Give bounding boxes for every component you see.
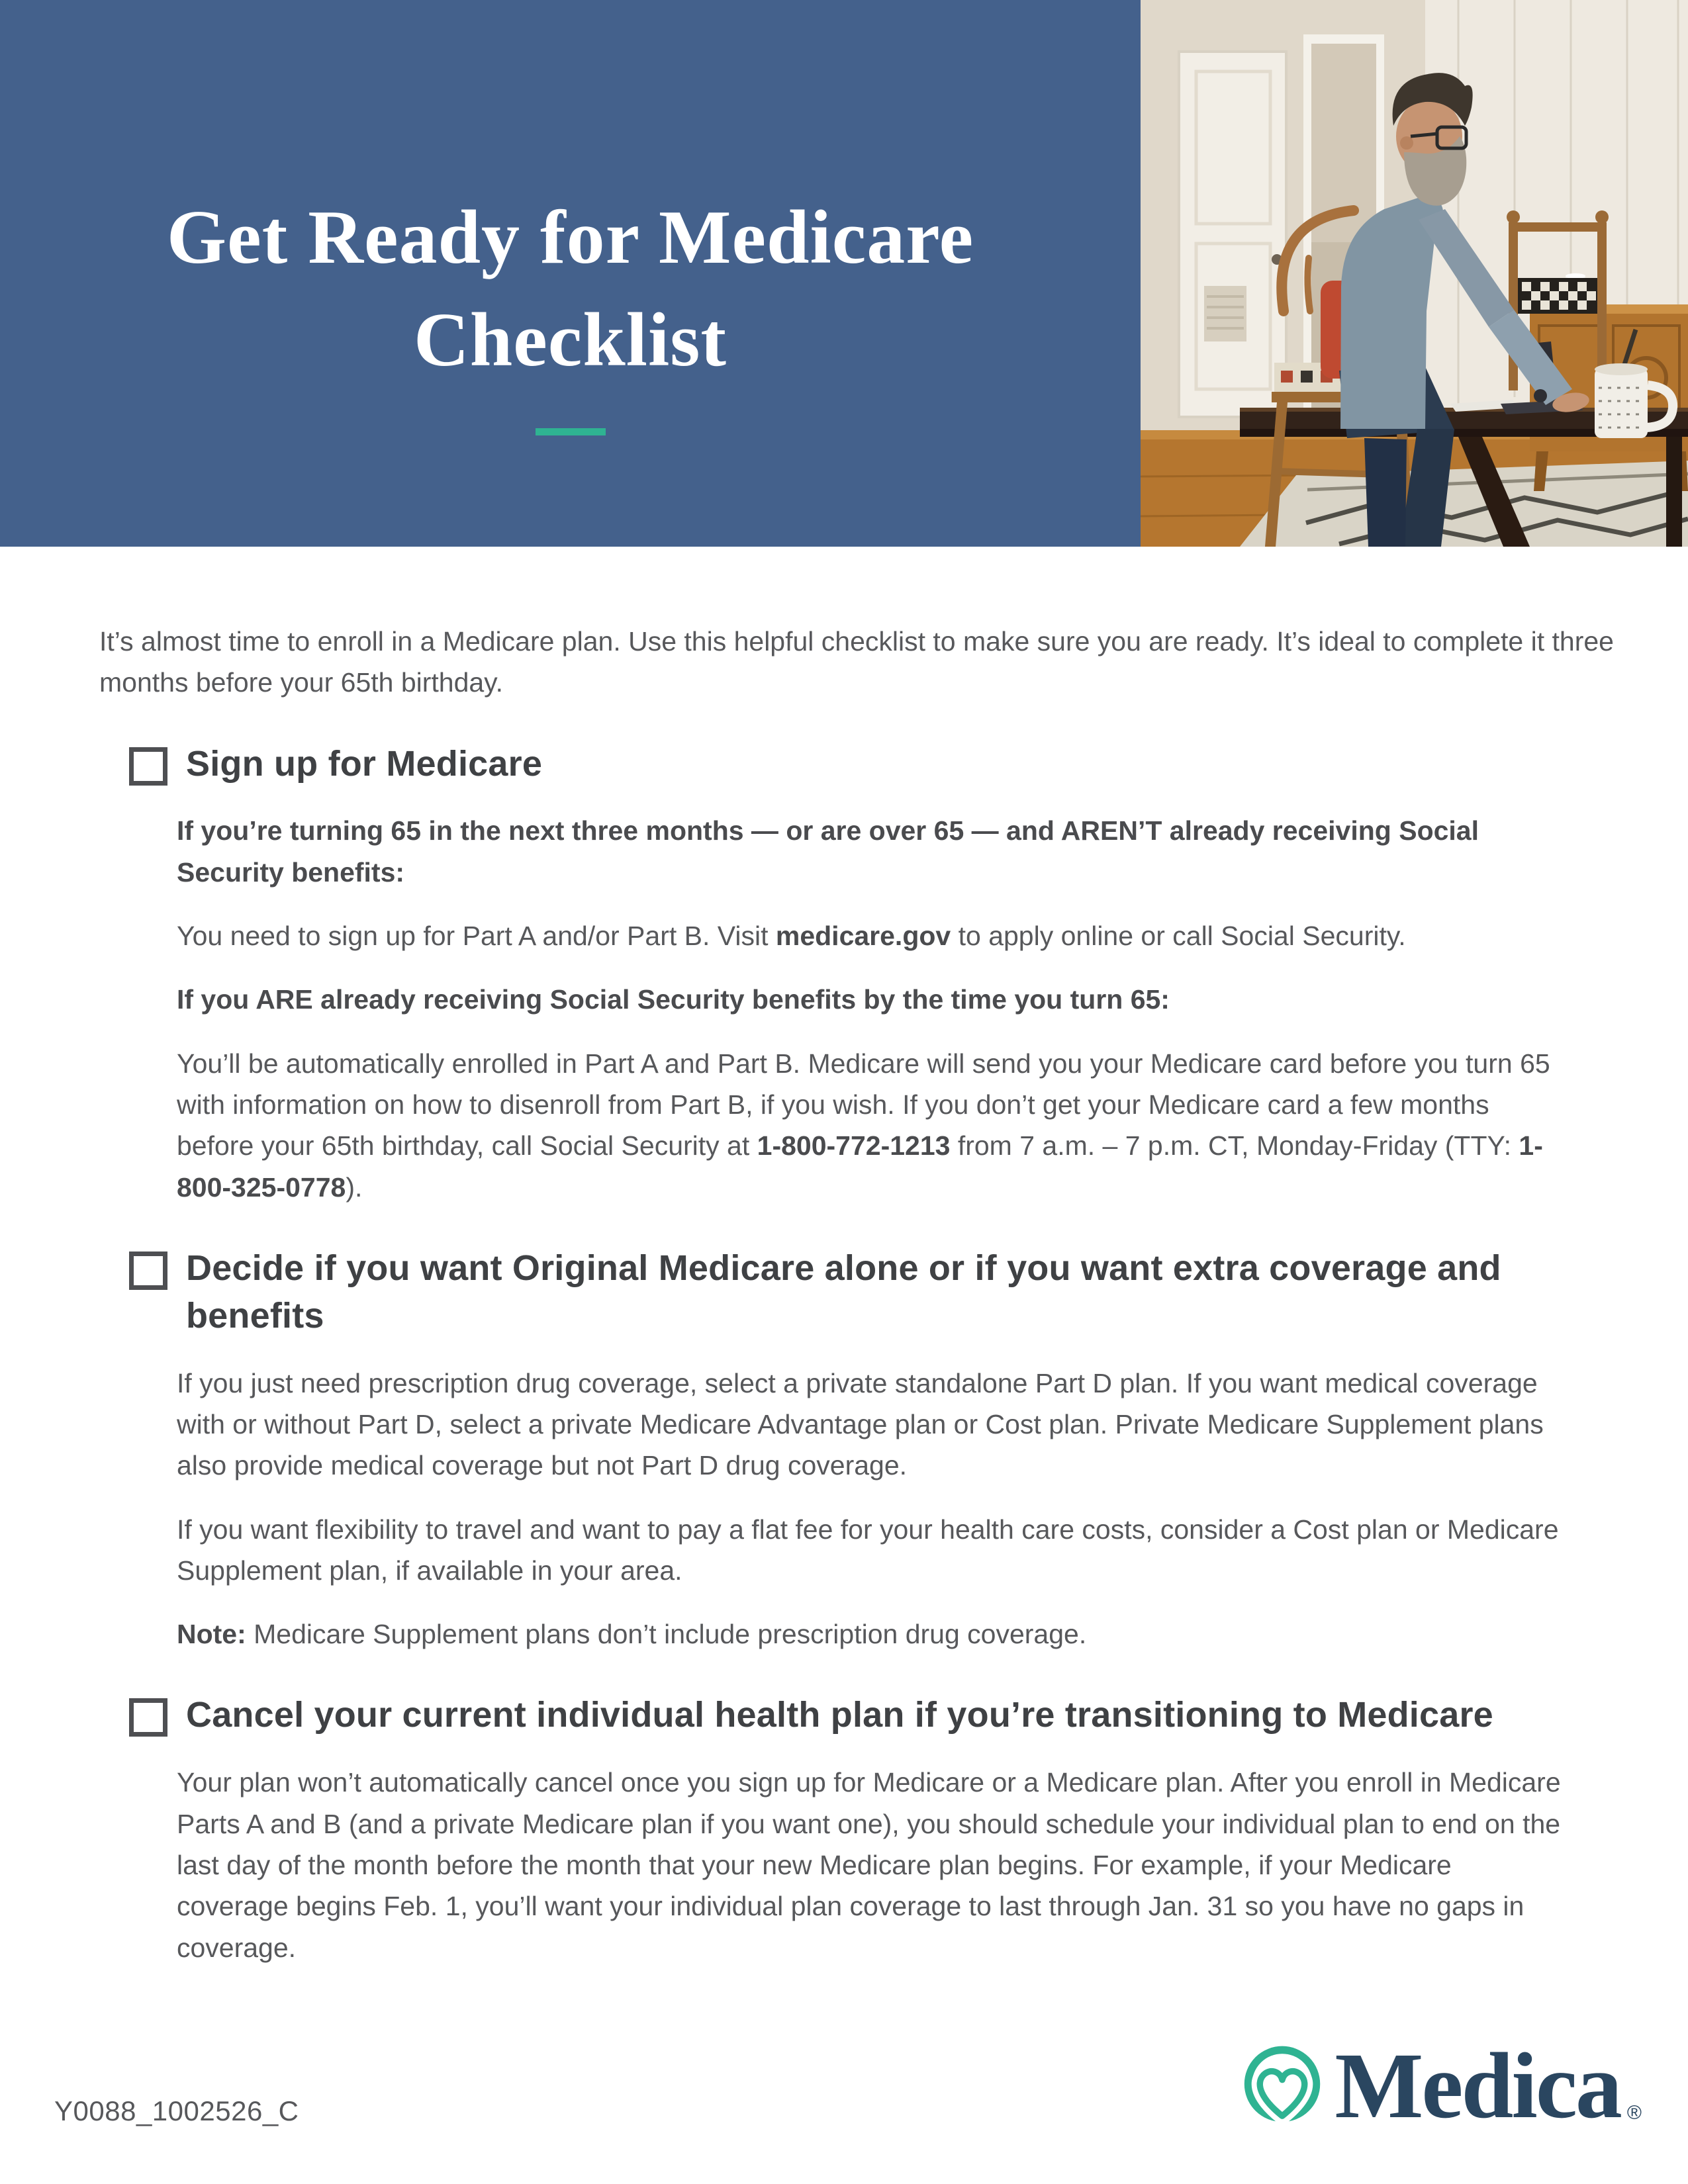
checkbox-cancel-plan[interactable]: [129, 1698, 167, 1737]
section-title: Cancel your current individual health plan if you’re transitioning to Medicare: [186, 1695, 1493, 1735]
heart-in-circle-icon: [1241, 2044, 1324, 2127]
page-title-line-2: Checklist: [414, 298, 727, 383]
paragraph: If you just need prescription drug coverage, select a private standalone Part D plan. If you want medical coverage with or without Part D, select a private Medicare Advantage plan or Cost plan. Private Medicare Supplement plans also provide medical coverage but not Part D drug coverage.: [177, 1367, 1544, 1481]
section-body: [177, 810, 1642, 1208]
registered-trademark-symbol: ®: [1626, 2102, 1642, 2124]
medica-logo: [1241, 2033, 1642, 2138]
paragraph: You need to sign up for Part A and/or Part B. Visit medicare.gov to apply online or call Social Security.: [177, 921, 1406, 952]
checklist-content: [99, 547, 1642, 1991]
title-accent-dash: [536, 428, 606, 435]
section-heading-decide-coverage: [129, 1245, 1585, 1340]
paragraph: If you ARE already receiving Social Security benefits by the time you turn 65:: [177, 984, 1170, 1015]
hero-photo: [1141, 0, 1688, 547]
section-cancel-plan: [99, 1692, 1642, 1968]
section-heading-sign-up: [129, 741, 1585, 788]
hero-header: [0, 0, 1688, 547]
paragraph: If you want flexibility to travel and want to pay a flat fee for your health care costs, consider a Cost plan or Medicare Supplement plan, if available in your area.: [177, 1514, 1559, 1586]
section-body: [177, 1363, 1642, 1655]
hero-photo-illustration: [1141, 0, 1688, 547]
page-title-line-1: Get Ready for Medicare: [166, 195, 974, 280]
paragraph: Your plan won’t automatically cancel once you sign up for Medicare or a Medicare plan. After you enroll in Medicare Parts A and B (and a private Medicare plan if you want one), you should schedule your individual plan to end on the last day of the month before the month that your new Medicare plan begins. For example, if your Medicare coverage begins Feb. 1, you’ll want your individual plan coverage to last through Jan. 31 so you have no gaps in coverage.: [177, 1767, 1561, 1963]
paragraph: Note: Medicare Supplement plans don’t include prescription drug coverage.: [177, 1619, 1087, 1650]
section-decide-coverage: [99, 1245, 1642, 1655]
section-title: Decide if you want Original Medicare alone or if you want extra coverage and benefits: [186, 1248, 1501, 1336]
intro-paragraph: It’s almost time to enroll in a Medicare plan. Use this helpful checklist to make sure you are ready. It’s ideal to complete it three months before your 65th birthday.: [99, 626, 1614, 698]
section-title: Sign up for Medicare: [186, 743, 543, 784]
medica-wordmark: Medica: [1335, 2033, 1620, 2138]
page-title: [0, 0, 1141, 435]
section-sign-up: [99, 741, 1642, 1208]
checkbox-sign-up[interactable]: [129, 747, 167, 786]
paragraph: If you’re turning 65 in the next three months — or are over 65 — and AREN’T already receiving Social Security benefits:: [177, 815, 1479, 887]
document-code: Y0088_1002526_C: [54, 2095, 299, 2126]
hero-title-band: [0, 0, 1141, 547]
door: [1179, 52, 1286, 417]
wristwatch: [1534, 389, 1547, 402]
section-heading-cancel-plan: [129, 1692, 1585, 1739]
wall-vent: [1204, 286, 1246, 341]
section-body: [177, 1762, 1642, 1968]
checkbox-decide-coverage[interactable]: [129, 1251, 167, 1290]
paragraph: You’ll be automatically enrolled in Part A and Part B. Medicare will send you your Medicare card before you turn 65 with information on how to disenroll from Part B, if you wish. If you don’t get your Medicare card a few months before your 65th birthday, call Social Security at 1-800-772-1213 from 7 a.m. – 7 p.m. CT, Monday-Friday (TTY: 1-800-325-0778).: [177, 1048, 1550, 1203]
